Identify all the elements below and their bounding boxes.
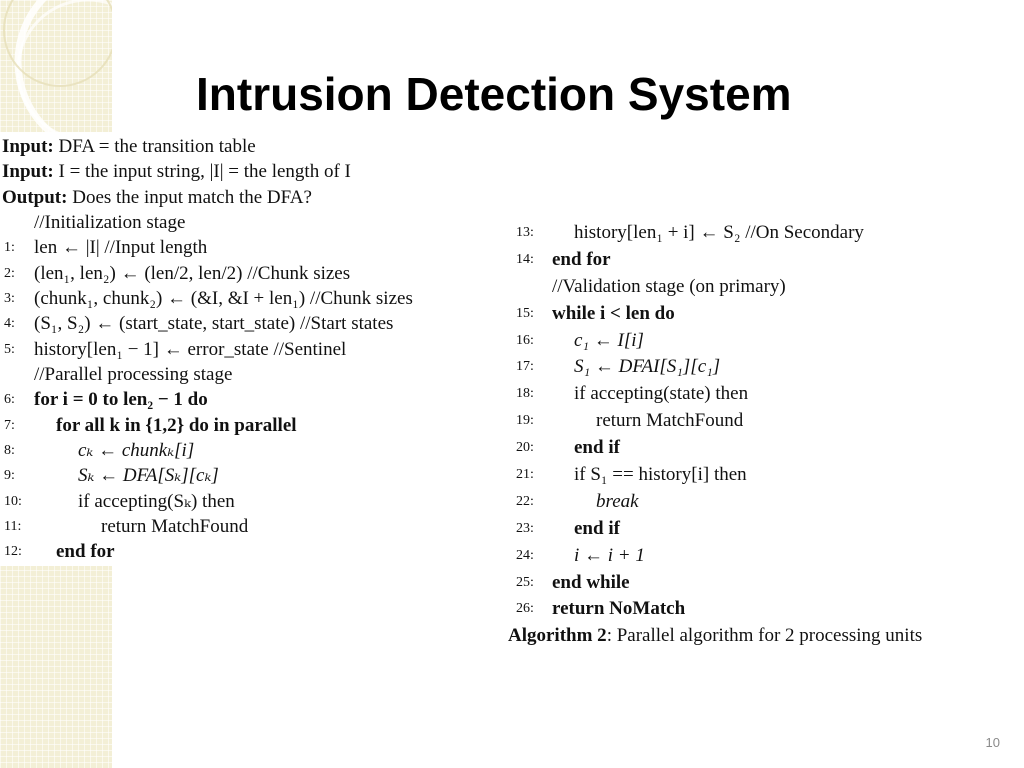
code-line bbox=[504, 543, 1018, 570]
line-number: 6: bbox=[4, 392, 15, 408]
code-line bbox=[0, 337, 500, 362]
code-line bbox=[0, 539, 500, 564]
code-line bbox=[504, 462, 1018, 489]
line-number: 20: bbox=[516, 440, 534, 456]
code-text: i ← i + 1 bbox=[574, 544, 645, 566]
code-text: Sₖ ← DFA[Sₖ][cₖ] bbox=[78, 465, 219, 487]
line-number: 16: bbox=[516, 332, 534, 348]
line-number: 5: bbox=[4, 341, 15, 357]
code-text: history[len₁ − 1] ← error_state //Sentinel bbox=[34, 338, 347, 360]
code-text: c₁ ← I[i] bbox=[574, 329, 644, 351]
algorithm-input-string bbox=[0, 159, 500, 184]
line-number: 23: bbox=[516, 520, 534, 536]
input-text: I = the input string, |I| = the length of I bbox=[58, 161, 351, 183]
line-number: 9: bbox=[4, 468, 15, 484]
code-line bbox=[0, 286, 500, 311]
code-line bbox=[0, 261, 500, 286]
code-line bbox=[504, 408, 1018, 435]
code-text: if accepting(state) then bbox=[574, 383, 749, 405]
line-number: 17: bbox=[516, 359, 534, 375]
slide-title: Intrusion Detection System bbox=[196, 68, 792, 120]
code-text: (len₁, len₂) ← (len/2, len/2) //Chunk sizes bbox=[34, 262, 351, 284]
code-text: return MatchFound bbox=[101, 516, 249, 538]
code-text: cₖ ← chunkₖ[i] bbox=[78, 439, 195, 461]
line-number: 1: bbox=[4, 240, 15, 256]
code-line bbox=[0, 514, 500, 539]
code-text: (S₁, S₂) ← (start_state, start_state) //Start states bbox=[34, 313, 394, 335]
line-number: 26: bbox=[516, 601, 534, 617]
code-line bbox=[0, 463, 500, 488]
line-number: 22: bbox=[516, 493, 534, 509]
code-text: //Validation stage (on primary) bbox=[552, 275, 786, 297]
code-line bbox=[0, 387, 500, 412]
algorithm-input-dfa bbox=[0, 134, 500, 159]
algorithm-left-column bbox=[0, 132, 500, 566]
output-text: Does the input match the DFA? bbox=[72, 186, 312, 208]
line-number: 10: bbox=[4, 493, 22, 509]
algorithm-output bbox=[0, 185, 500, 210]
code-text: if accepting(Sₖ) then bbox=[78, 490, 235, 512]
code-line bbox=[504, 328, 1018, 355]
line-number: 15: bbox=[516, 305, 534, 321]
caption-label: Algorithm 2 bbox=[508, 625, 607, 647]
code-text: end if bbox=[574, 517, 620, 539]
line-number: 21: bbox=[516, 467, 534, 483]
code-text: end if bbox=[574, 437, 620, 459]
output-label: Output: bbox=[2, 186, 68, 208]
code-text: end while bbox=[552, 571, 630, 593]
code-line bbox=[0, 235, 500, 260]
code-text: end for bbox=[56, 541, 115, 563]
code-text: len ← |I| //Input length bbox=[34, 237, 208, 259]
code-text: end for bbox=[552, 248, 611, 270]
code-text: for all k in {1,2} do in parallel bbox=[56, 414, 297, 436]
line-number: 4: bbox=[4, 316, 15, 332]
line-number: 12: bbox=[4, 544, 22, 560]
line-number: 14: bbox=[516, 251, 534, 267]
code-line bbox=[504, 301, 1018, 328]
line-number: 11: bbox=[4, 519, 22, 535]
line-number: 24: bbox=[516, 547, 534, 563]
input-text: DFA = the transition table bbox=[58, 136, 256, 157]
code-line bbox=[0, 413, 500, 438]
algorithm-right-column bbox=[504, 220, 1018, 650]
code-text: (chunk₁, chunk₂) ← (&I, &I + len₁) //Chunk sizes bbox=[34, 287, 413, 309]
code-text: if S₁ == history[i] then bbox=[574, 464, 747, 486]
code-line bbox=[504, 220, 1018, 247]
line-number: 25: bbox=[516, 574, 534, 590]
code-line bbox=[0, 362, 500, 387]
code-line bbox=[504, 274, 1018, 301]
code-text: history[len₁ + i] ← S₂ //On Secondary bbox=[574, 222, 864, 243]
code-text: S₁ ← DFAI[S₁][c₁] bbox=[574, 356, 721, 378]
line-number: 18: bbox=[516, 386, 534, 402]
line-number: 2: bbox=[4, 265, 15, 281]
code-line bbox=[504, 516, 1018, 543]
code-text: return NoMatch bbox=[552, 598, 686, 620]
line-number: 13: bbox=[516, 225, 534, 240]
page-number: 10 bbox=[985, 735, 1000, 750]
line-number: 3: bbox=[4, 290, 15, 306]
code-line bbox=[0, 210, 500, 235]
code-line bbox=[0, 489, 500, 514]
line-number: 8: bbox=[4, 442, 15, 458]
code-text: return MatchFound bbox=[596, 410, 744, 432]
code-line bbox=[504, 354, 1018, 381]
code-line bbox=[0, 311, 500, 336]
line-number: 7: bbox=[4, 417, 15, 433]
input-label: Input: bbox=[2, 161, 54, 183]
code-line bbox=[504, 570, 1018, 597]
code-line bbox=[504, 435, 1018, 462]
code-line bbox=[504, 596, 1018, 623]
code-text: while i < len do bbox=[552, 302, 675, 324]
input-label: Input: bbox=[2, 136, 54, 157]
code-text: for i = 0 to len₂ − 1 do bbox=[34, 389, 208, 411]
line-number: 19: bbox=[516, 413, 534, 429]
algorithm-caption bbox=[504, 623, 1018, 649]
code-line bbox=[0, 438, 500, 463]
code-text: //Initialization stage bbox=[34, 211, 186, 233]
caption-text: : Parallel algorithm for 2 processing units bbox=[606, 625, 923, 647]
code-text: //Parallel processing stage bbox=[34, 363, 233, 385]
code-line bbox=[504, 247, 1018, 274]
code-line bbox=[504, 381, 1018, 408]
code-text: break bbox=[596, 490, 639, 512]
code-line bbox=[504, 489, 1018, 516]
